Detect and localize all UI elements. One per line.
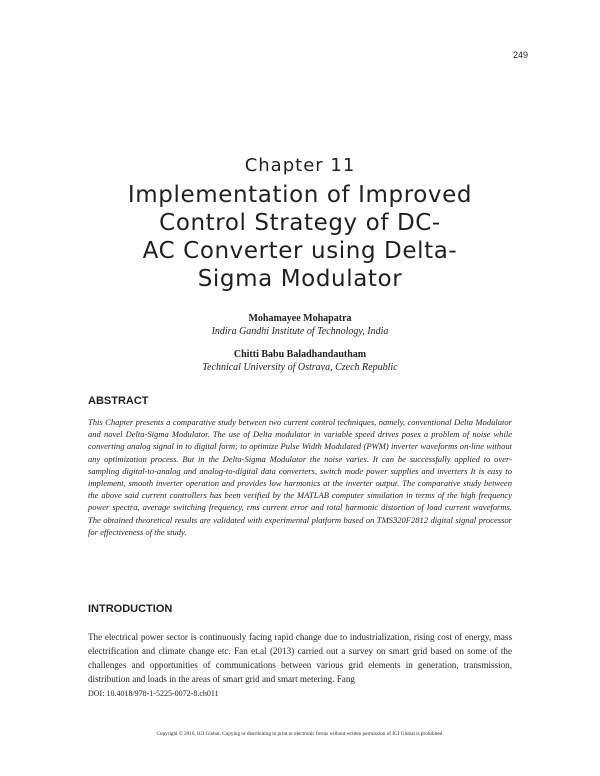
chapter-label: Chapter 11 <box>244 155 356 176</box>
author-affiliation: Indira Gandhi Institute of Technology, India <box>211 326 389 337</box>
chapter-title-line: Control Strategy of DC- <box>159 210 441 236</box>
chapter-title-line: Sigma Modulator <box>197 266 403 292</box>
chapter-title <box>90 181 510 293</box>
page-number: 249 <box>512 50 528 60</box>
introduction-text: The electrical power sector is continuously facing rapid change due to industrialization, rising cost of energy, mass electrification and climate change etc. Fan et.al (2013) carried out a survey on smart grid based on some of the challenges and opportunities of communications between various grid elements in generation, transmission, distribution and loads in the areas of smart grid and smart metering. Fang <box>88 632 512 684</box>
abstract-text: This Chapter presents a comparative study between two current control techniques, namely, conventional Delta Modulator and novel Delta-Sigma Modulator. The use of Delta modulator in variable speed drives poses a problem of noise while converting analog signal in to digital form; to optimize Pulse Width Modulated (PWM) inverter waveforms on-line without any optimization process. But in the Delta-Sigma Modulator the noise varies. It can be successfully applied to over-sampling digital-to-analog and analog-to-digital data converters, switch mode power supplies and inverters It is easy to implement, smooth inverter operation and provides low harmonics at the inverter output. The comparative study between the above said current controllers has been verified by the MATLAB computer simulation in terms of the high frequency power spectra, average switching frequency, rms current error and total harmonic distortion of load current waveforms. The obtained theoretical results are validated with experimental platform based on TMS320F2812 digital signal processor for effectiveness of the study. <box>88 417 512 537</box>
chapter-title-line: AC Converter using Delta- <box>142 238 458 264</box>
introduction-heading: INTRODUCTION <box>88 603 173 615</box>
copyright-notice: Copyright © 2016, IGI Global. Copying or distributing in print or electronic forms without written permission of IGI Global is prohibited. <box>156 731 444 737</box>
author-name: Chitti Babu Baladhandautham <box>233 349 367 360</box>
author-name: Mohamayee Mohapatra <box>248 313 352 324</box>
chapter-title-line: Implementation of Improved <box>127 182 473 208</box>
abstract-heading: ABSTRACT <box>88 395 149 407</box>
doi: DOI: 10.4018/978-1-5225-0072-8.ch011 <box>88 689 225 698</box>
author-affiliation: Technical University of Ostrava, Czech Republic <box>202 362 398 373</box>
